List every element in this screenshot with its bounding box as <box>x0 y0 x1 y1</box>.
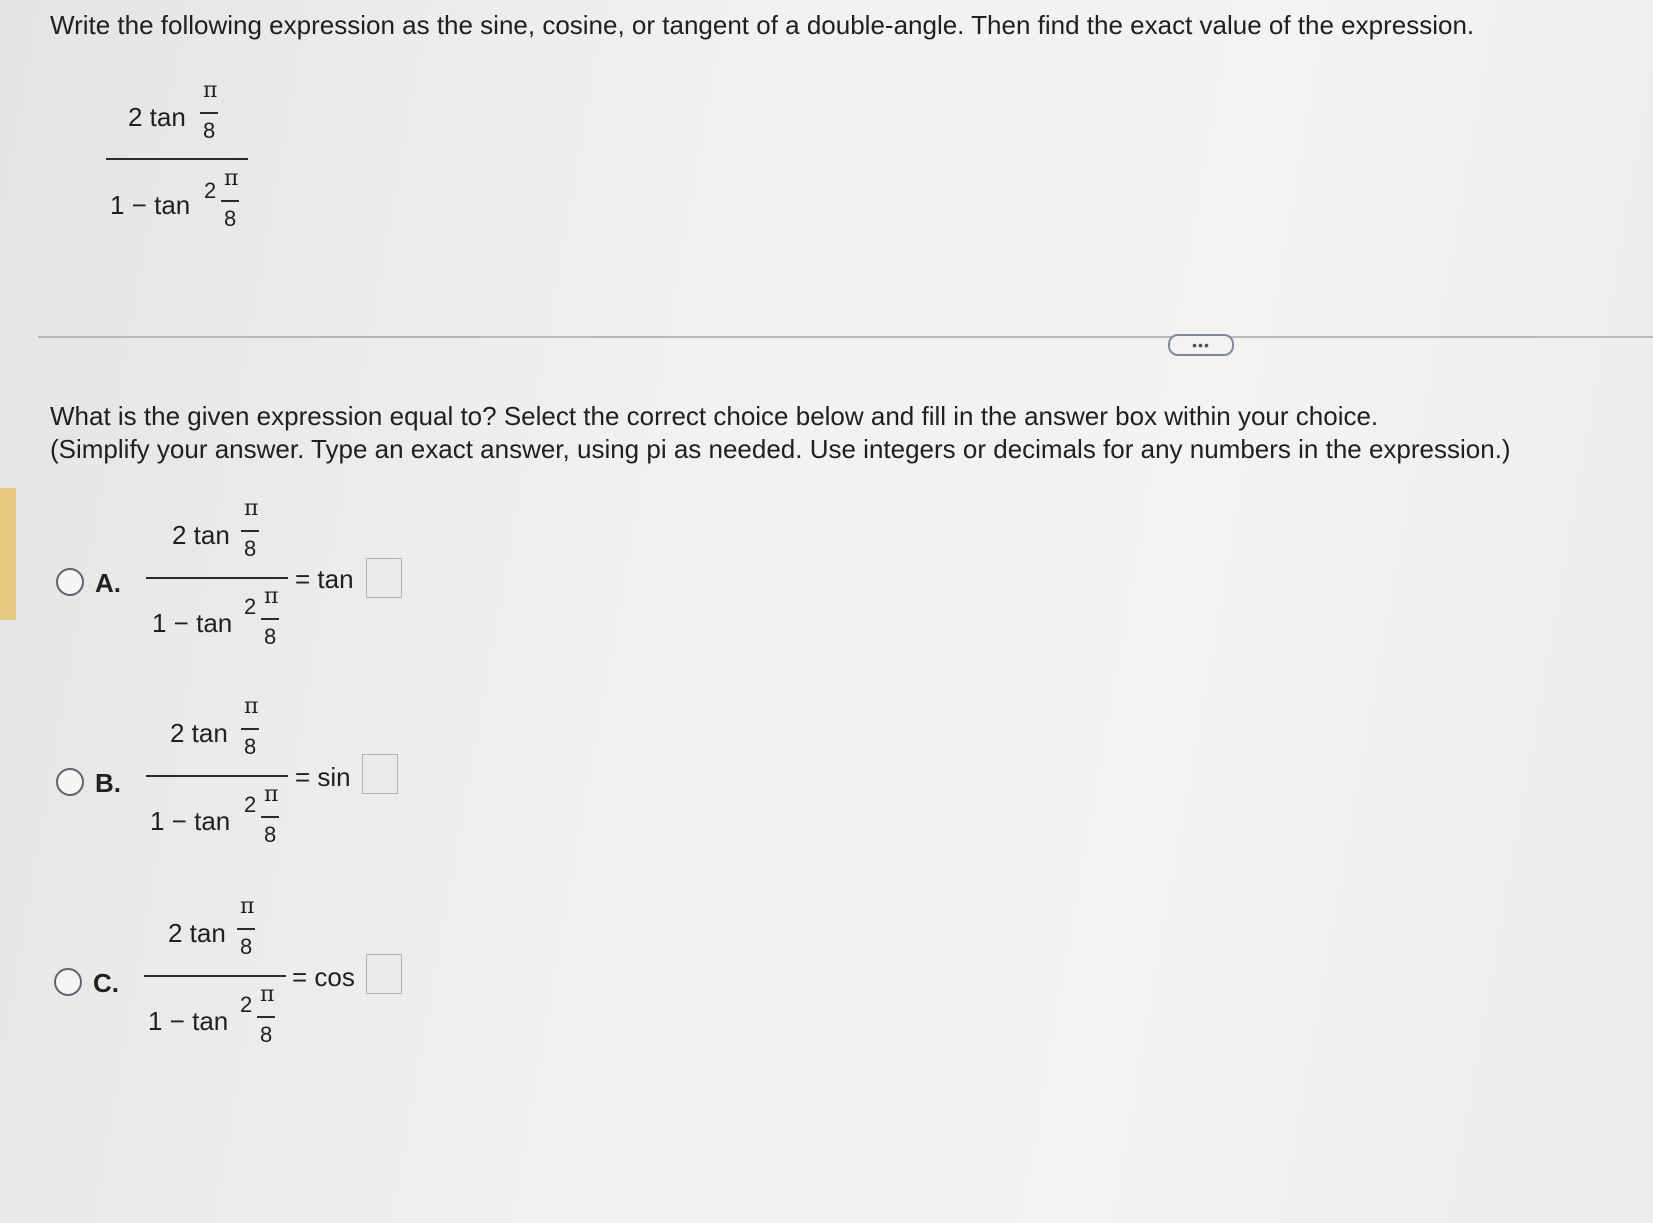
choice-c-expression <box>140 890 300 1060</box>
choice-b-answer-box[interactable] <box>362 754 398 794</box>
choice-c-num-pi: π <box>240 894 255 919</box>
choice-b-bar <box>146 775 288 777</box>
choice-a-exp: 2 <box>244 594 257 619</box>
choice-c-bar <box>144 975 286 977</box>
choice-c-den-pi: π <box>260 982 275 1007</box>
denominator-eight: 8 <box>224 206 237 231</box>
choice-b-num-pi: π <box>244 694 259 719</box>
choice-a-den-eight: 8 <box>264 624 277 649</box>
choice-a-radio[interactable] <box>56 568 84 596</box>
choice-c-answer-box[interactable] <box>366 954 402 994</box>
choice-c-exp: 2 <box>240 992 253 1017</box>
choice-a-den: 1 − tan <box>152 608 233 638</box>
choice-a-num: 2 tan <box>172 520 230 550</box>
choice-a[interactable] <box>0 490 420 660</box>
question-line-2: (Simplify your answer. Type an exact answer, using pi as needed. Use integers or decimals for any numbers in the expression.) <box>50 434 1511 464</box>
choice-a-num-pi: π <box>244 496 259 521</box>
choice-a-expression <box>142 490 302 660</box>
choice-b[interactable] <box>0 690 420 860</box>
denominator-exponent: 2 <box>204 178 217 203</box>
numerator-coefficient: 2 tan <box>128 102 186 132</box>
denominator-pi: π <box>224 166 239 191</box>
choice-b-radio[interactable] <box>56 768 84 796</box>
numerator-pi: π <box>203 78 218 103</box>
choice-b-letter: B. <box>95 768 121 798</box>
choice-a-letter: A. <box>95 568 121 598</box>
problem-prompt: Write the following expression as the sine, cosine, or tangent of a double-angle. Then find the exact value of the expression. <box>50 10 1475 40</box>
choice-b-num-eight: 8 <box>244 734 257 759</box>
choice-b-exp: 2 <box>244 792 257 817</box>
choice-c-radio[interactable] <box>54 968 82 996</box>
choice-a-num-eight: 8 <box>244 536 257 561</box>
choice-b-func: = sin <box>295 762 351 792</box>
choice-c-den-eight: 8 <box>260 1022 273 1047</box>
question-text <box>50 400 1511 466</box>
choice-b-num: 2 tan <box>170 718 228 748</box>
section-divider <box>38 336 1653 338</box>
choice-b-den-eight: 8 <box>264 822 277 847</box>
choice-a-bar <box>146 577 288 579</box>
choice-a-den-pi: π <box>264 584 279 609</box>
given-expression <box>100 80 260 250</box>
choice-c-den: 1 − tan <box>148 1006 229 1036</box>
choice-b-expression <box>142 690 302 860</box>
fraction-bar <box>106 158 248 160</box>
choice-c-num: 2 tan <box>168 918 226 948</box>
choice-c[interactable] <box>0 890 420 1060</box>
choice-a-func: = tan <box>295 564 354 594</box>
denominator-left: 1 − tan <box>110 190 191 220</box>
expand-more-button[interactable]: ••• <box>1168 334 1234 356</box>
numerator-denominator: 8 <box>203 118 216 143</box>
choice-c-num-eight: 8 <box>240 934 253 959</box>
choice-b-den-pi: π <box>264 782 279 807</box>
question-line-1: What is the given expression equal to? Select the correct choice below and fill in the answer box within your choice. <box>50 401 1379 431</box>
choice-c-letter: C. <box>93 968 119 998</box>
choice-a-answer-box[interactable] <box>366 558 402 598</box>
choice-c-func: = cos <box>292 962 355 992</box>
choice-b-den: 1 − tan <box>150 806 231 836</box>
